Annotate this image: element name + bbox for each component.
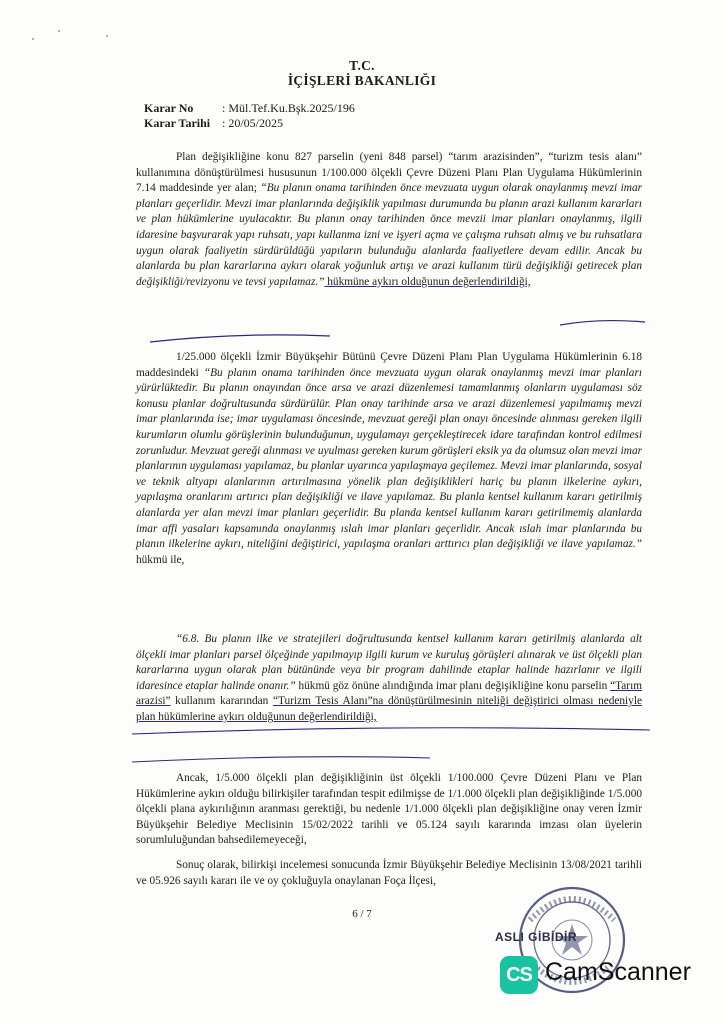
karar-no-value: : Mül.Tef.Ku.Bşk.2025/196: [222, 101, 355, 115]
camscanner-logo-icon: CS: [500, 956, 538, 994]
karar-no-row: [144, 101, 355, 116]
karar-tarihi-value: : 20/05/2025: [222, 116, 284, 130]
stamp-asli-gibidir: ASLI GİBİDİR: [495, 930, 578, 944]
p2-quote: “Bu planın onama tarihinden önce mevzuata uygun olarak onaylanmış mevzi imar planları yürürlüktedir. Bu planın onayından önce arsa ve arazi düzenlemesi tamamlanmış olanların uygulaması söz konusu planlar doğrultusunda sürdürülür. Plan onay tarihinde arsa ve arazi düzenlemesi yapılmamış mevzi imar planlarında ise; imar uygulaması öncesinde, mevzuat gereği plan onayı öncesinde alınması gereken ilgili kurumların olumlu görüşlerinin bulunduğunun, uygulamayı gerçekleştirecek idare tarafından kontrol edilmesi zorunludur. Mevzuat gereği alınması ve uyulması gereken kurum görüşleri eksik ya da olumsuz olan mevzi imar planlarının uygulaması yapılamaz, bu planlar uyarınca yapılaşmaya geçilemez. Mevzi imar planlarında, sosyal ve teknik altyapı alanlarının artırılmasına yönelik plan değişiklikleri hariç bu planın ilkelerine aykırı, yapılaşma oranlarını artırıcı plan değişikliği ve ilave yapılamaz. Bu planla kentsel kullanım kararı getirilmiş alanlarda yer alan mevzi imar planları geçerlidir. Bu planda kentsel kullanım kararı getirilmemiş alanlarda imar affi yasaları kapsamında onaylanmış ıslah imar planları geçerlidir. Ancak ıslah imar planlarında bu planın ilkelerine aykırı, niteliğini değiştirici, yapılaşma oranları arttırıcı plan değişikliği ve ilave yapılamaz.”: [136, 366, 642, 551]
p2-text: 1/25.000 ölçekli İzmir Büyükşehir Bütünü Çevre Düzeni Planı Plan Uygulama Hükümlerinin 6.18 maddesindeki: [136, 351, 642, 379]
p4-text: Ancak, 1/5.000 ölçekli plan değişikliğinin üst ölçekli 1/100.000 Çevre Düzeni Planı ve Plan Hükümlerine aykırı olduğu bilirkişiler tarafından tespit edilmişse de 1/1.000 ölçekli plan değişikliğinde 1/5.000 ölçekli plana aykırılığının aranması gerektiği, bu nedenle 1/1.000 ölçekli plan değişikliğine onay veren İzmir Büyükşehir Belediye Meclisinin 15/02/2022 tarihli ve 05.124 sayılı kararında imzası olan üyelerin sorumluluğundan bahsedilemeyeceği,: [136, 772, 642, 847]
paragraph-4: [136, 771, 642, 849]
karar-tarihi-row: [144, 116, 283, 131]
camscanner-watermark: CamScanner: [545, 958, 691, 986]
scan-speck: [58, 30, 60, 32]
page-number: 6 / 7: [352, 908, 372, 920]
paragraph-1: [136, 150, 642, 290]
p3-conclusion: “Turizm Tesis Alanı”na dönüştürülmesinin niteliği değiştirici olması nedeniyle plan hükümlerine aykırı olduğunun değerlendirildiği,: [136, 695, 642, 723]
paragraph-2: [136, 350, 642, 568]
p1-text: Plan değişikliğine konu 827 parselin (yeni 848 parsel) “tarım arazisinden”, “turizm tesis alanı” kullanımına dönüştürülmesi hususunun 1/100.000 ölçekli Çevre Düzeni Planı Plan Uygulama Hükümlerinin 7.14 maddesinde yer alan;: [136, 151, 642, 195]
p3-quote: “6.8. Bu planın ilke ve stratejileri doğrultusunda kentsel kullanım kararı getirilmiş alanlarda alt ölçekli imar planları parsel ölçeğinde yapılmayıp ilgili kurum ve kuruluş görüşleri alınarak ve üst ölçekli plan kararlarına uygun olarak plan bütününde veya bir program dahilinde etaplar halinde hazırlanır ve ilgili idaresince etaplar halinde onanır.”: [136, 633, 642, 692]
p1-conclusion: hükmüne aykırı olduğunun değerlendirildiği,: [324, 275, 531, 288]
header-tc: T.C.: [349, 58, 375, 73]
p3-mid: kullanım kararından: [170, 695, 274, 708]
p5-text: Sonuç olarak, bilirkişi incelemesi sonucunda İzmir Büyükşehir Belediye Meclisinin 13/08/2021 tarihli ve 05.926 sayılı kararı ile ve oy çokluğuyla onaylanan Foça İlçesi,: [136, 859, 642, 887]
p2-end: hükmü ile,: [136, 553, 185, 566]
scan-speck: [32, 38, 34, 40]
p1-quote: “Bu planın onama tarihinden önce mevzuata uygun olarak onaylanmış mevzi imar planları geçerlidir. Mevzi imar planlarında değişiklik yapılması durumunda bu planın arazi kullanım kararları ve plan hükümlerine uyulacaktır. Bu planın onay tarihinden önce mevzii imar planları onaylanmış, ilgili idaresine başvurarak yapı ruhsatı, yapı kullanma izni ve işyeri açma ve çalışma ruhsatı almış ve bu ruhsatlara uygun olarak faaliyetin sürdürüldüğü yapıların bulunduğu alanlarda faaliyetlere devam edilir. Ancak bu alanlarda bu plan kararlarına aykırı olarak yoğunluk artışı ve arazi kullanım türü değişikliği getirecek plan değişikliği/revizyonu ve tevsi yapılamaz.”: [136, 182, 643, 288]
scan-speck: [106, 35, 108, 37]
p3-tarim-arazisi: “Tarım arazisi”: [136, 679, 642, 708]
p3-text: hükmü göz önüne alındığında imar planı değişikliğine konu parselin: [295, 679, 611, 692]
header-ministry: İÇİŞLERİ BAKANLIĞI: [287, 73, 437, 88]
karar-no-label: Karar No: [144, 101, 194, 115]
karar-tarihi-label: Karar Tarihi: [144, 116, 211, 130]
paragraph-3: [136, 632, 642, 726]
